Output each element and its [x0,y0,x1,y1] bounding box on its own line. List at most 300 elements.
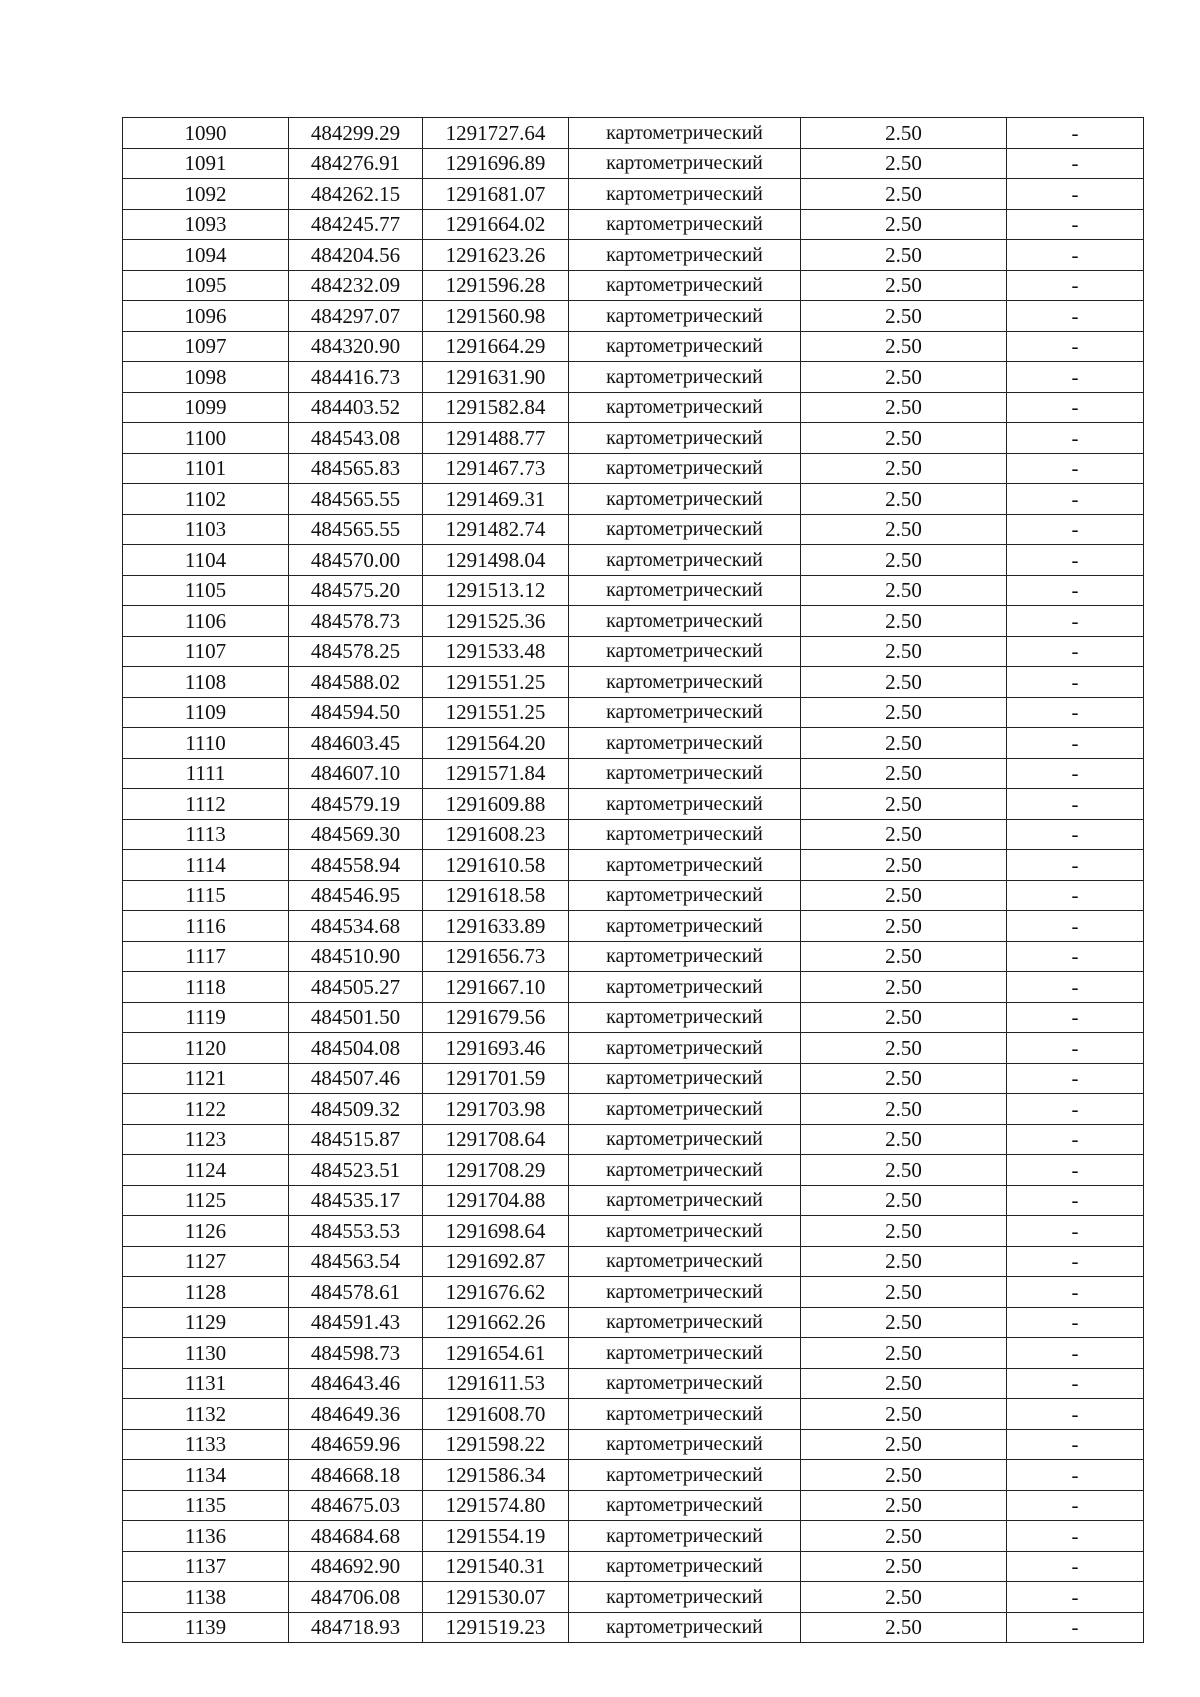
accuracy-cell: 2.50 [801,1429,1007,1460]
accuracy-cell: 2.50 [801,209,1007,240]
method-cell: картометрический [569,1033,801,1064]
accuracy-cell: 2.50 [801,118,1007,149]
description-cell: - [1007,1155,1144,1186]
accuracy-cell: 2.50 [801,362,1007,393]
point-number-cell: 1119 [123,1002,289,1033]
coordinates-table [122,117,1144,1643]
table-row [123,301,1144,332]
method-cell: картометрический [569,636,801,667]
x-coordinate-cell: 484565.55 [289,484,423,515]
description-cell: - [1007,240,1144,271]
x-coordinate-cell: 484643.46 [289,1368,423,1399]
description-cell: - [1007,636,1144,667]
x-coordinate-cell: 484262.15 [289,179,423,210]
point-number-cell: 1105 [123,575,289,606]
description-cell: - [1007,667,1144,698]
x-coordinate-cell: 484245.77 [289,209,423,240]
accuracy-cell: 2.50 [801,179,1007,210]
method-cell: картометрический [569,880,801,911]
point-number-cell: 1090 [123,118,289,149]
point-number-cell: 1138 [123,1582,289,1613]
table-row [123,1307,1144,1338]
description-cell: - [1007,789,1144,820]
description-cell: - [1007,1063,1144,1094]
table-row [123,1490,1144,1521]
point-number-cell: 1095 [123,270,289,301]
description-cell: - [1007,1002,1144,1033]
method-cell: картометрический [569,819,801,850]
method-cell: картометрический [569,209,801,240]
description-cell: - [1007,1216,1144,1247]
x-coordinate-cell: 484534.68 [289,911,423,942]
method-cell: картометрический [569,1338,801,1369]
description-cell: - [1007,1582,1144,1613]
accuracy-cell: 2.50 [801,1063,1007,1094]
y-coordinate-cell: 1291596.28 [423,270,569,301]
accuracy-cell: 2.50 [801,1307,1007,1338]
table-row [123,941,1144,972]
table-row [123,209,1144,240]
table-row [123,1002,1144,1033]
point-number-cell: 1127 [123,1246,289,1277]
description-cell: - [1007,819,1144,850]
method-cell: картометрический [569,1124,801,1155]
x-coordinate-cell: 484649.36 [289,1399,423,1430]
description-cell: - [1007,545,1144,576]
y-coordinate-cell: 1291623.26 [423,240,569,271]
table-row [123,1368,1144,1399]
y-coordinate-cell: 1291679.56 [423,1002,569,1033]
method-cell: картометрический [569,423,801,454]
table-row [123,1277,1144,1308]
table-row [123,392,1144,423]
table-row [123,697,1144,728]
accuracy-cell: 2.50 [801,697,1007,728]
x-coordinate-cell: 484692.90 [289,1551,423,1582]
method-cell: картометрический [569,1368,801,1399]
method-cell: картометрический [569,758,801,789]
method-cell: картометрический [569,1551,801,1582]
method-cell: картометрический [569,941,801,972]
accuracy-cell: 2.50 [801,1033,1007,1064]
method-cell: картометрический [569,362,801,393]
accuracy-cell: 2.50 [801,1124,1007,1155]
point-number-cell: 1131 [123,1368,289,1399]
description-cell: - [1007,118,1144,149]
method-cell: картометрический [569,1216,801,1247]
x-coordinate-cell: 484504.08 [289,1033,423,1064]
point-number-cell: 1099 [123,392,289,423]
description-cell: - [1007,392,1144,423]
method-cell: картометрический [569,392,801,423]
description-cell: - [1007,453,1144,484]
table-row [123,484,1144,515]
accuracy-cell: 2.50 [801,1490,1007,1521]
x-coordinate-cell: 484579.19 [289,789,423,820]
table-row [123,1246,1144,1277]
y-coordinate-cell: 1291519.23 [423,1612,569,1643]
y-coordinate-cell: 1291469.31 [423,484,569,515]
x-coordinate-cell: 484594.50 [289,697,423,728]
table-row [123,331,1144,362]
y-coordinate-cell: 1291656.73 [423,941,569,972]
y-coordinate-cell: 1291551.25 [423,667,569,698]
x-coordinate-cell: 484575.20 [289,575,423,606]
y-coordinate-cell: 1291554.19 [423,1521,569,1552]
method-cell: картометрический [569,1612,801,1643]
accuracy-cell: 2.50 [801,1338,1007,1369]
accuracy-cell: 2.50 [801,1094,1007,1125]
x-coordinate-cell: 484558.94 [289,850,423,881]
table-row [123,240,1144,271]
method-cell: картометрический [569,667,801,698]
accuracy-cell: 2.50 [801,1277,1007,1308]
y-coordinate-cell: 1291608.70 [423,1399,569,1430]
method-cell: картометрический [569,575,801,606]
point-number-cell: 1098 [123,362,289,393]
description-cell: - [1007,362,1144,393]
accuracy-cell: 2.50 [801,1582,1007,1613]
x-coordinate-cell: 484569.30 [289,819,423,850]
y-coordinate-cell: 1291727.64 [423,118,569,149]
x-coordinate-cell: 484706.08 [289,1582,423,1613]
table-row [123,514,1144,545]
point-number-cell: 1122 [123,1094,289,1125]
x-coordinate-cell: 484297.07 [289,301,423,332]
method-cell: картометрический [569,453,801,484]
method-cell: картометрический [569,179,801,210]
method-cell: картометрический [569,484,801,515]
table-row [123,148,1144,179]
accuracy-cell: 2.50 [801,1002,1007,1033]
point-number-cell: 1115 [123,880,289,911]
description-cell: - [1007,148,1144,179]
x-coordinate-cell: 484510.90 [289,941,423,972]
description-cell: - [1007,1124,1144,1155]
point-number-cell: 1135 [123,1490,289,1521]
y-coordinate-cell: 1291681.07 [423,179,569,210]
x-coordinate-cell: 484276.91 [289,148,423,179]
table-row [123,1429,1144,1460]
description-cell: - [1007,911,1144,942]
method-cell: картометрический [569,270,801,301]
description-cell: - [1007,1460,1144,1491]
table-row [123,1124,1144,1155]
point-number-cell: 1092 [123,179,289,210]
table-row [123,606,1144,637]
accuracy-cell: 2.50 [801,148,1007,179]
accuracy-cell: 2.50 [801,758,1007,789]
point-number-cell: 1123 [123,1124,289,1155]
description-cell: - [1007,758,1144,789]
x-coordinate-cell: 484718.93 [289,1612,423,1643]
x-coordinate-cell: 484535.17 [289,1185,423,1216]
x-coordinate-cell: 484603.45 [289,728,423,759]
x-coordinate-cell: 484675.03 [289,1490,423,1521]
method-cell: картометрический [569,1246,801,1277]
y-coordinate-cell: 1291525.36 [423,606,569,637]
method-cell: картометрический [569,972,801,1003]
description-cell: - [1007,850,1144,881]
table-row [123,667,1144,698]
description-cell: - [1007,575,1144,606]
point-number-cell: 1121 [123,1063,289,1094]
y-coordinate-cell: 1291633.89 [423,911,569,942]
table-row [123,179,1144,210]
accuracy-cell: 2.50 [801,392,1007,423]
description-cell: - [1007,697,1144,728]
y-coordinate-cell: 1291610.58 [423,850,569,881]
accuracy-cell: 2.50 [801,667,1007,698]
table-row [123,575,1144,606]
y-coordinate-cell: 1291708.64 [423,1124,569,1155]
method-cell: картометрический [569,1155,801,1186]
y-coordinate-cell: 1291574.80 [423,1490,569,1521]
description-cell: - [1007,1399,1144,1430]
point-number-cell: 1094 [123,240,289,271]
point-number-cell: 1093 [123,209,289,240]
point-number-cell: 1118 [123,972,289,1003]
point-number-cell: 1100 [123,423,289,454]
table-row [123,1338,1144,1369]
x-coordinate-cell: 484232.09 [289,270,423,301]
accuracy-cell: 2.50 [801,728,1007,759]
y-coordinate-cell: 1291664.02 [423,209,569,240]
table-row [123,1582,1144,1613]
y-coordinate-cell: 1291708.29 [423,1155,569,1186]
method-cell: картометрический [569,911,801,942]
point-number-cell: 1112 [123,789,289,820]
y-coordinate-cell: 1291488.77 [423,423,569,454]
table-row [123,1399,1144,1430]
x-coordinate-cell: 484509.32 [289,1094,423,1125]
method-cell: картометрический [569,1490,801,1521]
description-cell: - [1007,1094,1144,1125]
x-coordinate-cell: 484553.53 [289,1216,423,1247]
description-cell: - [1007,1368,1144,1399]
method-cell: картометрический [569,1399,801,1430]
method-cell: картометрический [569,606,801,637]
description-cell: - [1007,301,1144,332]
description-cell: - [1007,1429,1144,1460]
accuracy-cell: 2.50 [801,240,1007,271]
method-cell: картометрический [569,514,801,545]
point-number-cell: 1103 [123,514,289,545]
description-cell: - [1007,1338,1144,1369]
point-number-cell: 1111 [123,758,289,789]
table-row [123,423,1144,454]
description-cell: - [1007,484,1144,515]
x-coordinate-cell: 484607.10 [289,758,423,789]
x-coordinate-cell: 484668.18 [289,1460,423,1491]
x-coordinate-cell: 484299.29 [289,118,423,149]
x-coordinate-cell: 484598.73 [289,1338,423,1369]
point-number-cell: 1120 [123,1033,289,1064]
method-cell: картометрический [569,850,801,881]
point-number-cell: 1102 [123,484,289,515]
table-row [123,728,1144,759]
table-row [123,819,1144,850]
point-number-cell: 1125 [123,1185,289,1216]
table-row [123,1063,1144,1094]
method-cell: картометрический [569,1521,801,1552]
point-number-cell: 1097 [123,331,289,362]
y-coordinate-cell: 1291533.48 [423,636,569,667]
x-coordinate-cell: 484416.73 [289,362,423,393]
accuracy-cell: 2.50 [801,606,1007,637]
y-coordinate-cell: 1291703.98 [423,1094,569,1125]
table-row [123,270,1144,301]
y-coordinate-cell: 1291560.98 [423,301,569,332]
accuracy-cell: 2.50 [801,575,1007,606]
point-number-cell: 1126 [123,1216,289,1247]
accuracy-cell: 2.50 [801,636,1007,667]
method-cell: картометрический [569,118,801,149]
table-row [123,1155,1144,1186]
table-row [123,636,1144,667]
accuracy-cell: 2.50 [801,1155,1007,1186]
table-row [123,789,1144,820]
description-cell: - [1007,270,1144,301]
accuracy-cell: 2.50 [801,484,1007,515]
method-cell: картометрический [569,1429,801,1460]
description-cell: - [1007,1612,1144,1643]
accuracy-cell: 2.50 [801,545,1007,576]
point-number-cell: 1091 [123,148,289,179]
description-cell: - [1007,331,1144,362]
point-number-cell: 1114 [123,850,289,881]
accuracy-cell: 2.50 [801,850,1007,881]
description-cell: - [1007,179,1144,210]
accuracy-cell: 2.50 [801,1368,1007,1399]
description-cell: - [1007,1307,1144,1338]
accuracy-cell: 2.50 [801,789,1007,820]
point-number-cell: 1106 [123,606,289,637]
point-number-cell: 1101 [123,453,289,484]
description-cell: - [1007,1033,1144,1064]
y-coordinate-cell: 1291676.62 [423,1277,569,1308]
accuracy-cell: 2.50 [801,819,1007,850]
method-cell: картометрический [569,545,801,576]
point-number-cell: 1124 [123,1155,289,1186]
accuracy-cell: 2.50 [801,514,1007,545]
description-cell: - [1007,514,1144,545]
accuracy-cell: 2.50 [801,1246,1007,1277]
y-coordinate-cell: 1291693.46 [423,1033,569,1064]
y-coordinate-cell: 1291631.90 [423,362,569,393]
accuracy-cell: 2.50 [801,453,1007,484]
accuracy-cell: 2.50 [801,911,1007,942]
accuracy-cell: 2.50 [801,972,1007,1003]
y-coordinate-cell: 1291540.31 [423,1551,569,1582]
description-cell: - [1007,209,1144,240]
x-coordinate-cell: 484659.96 [289,1429,423,1460]
table-row [123,972,1144,1003]
table-row [123,1551,1144,1582]
table-row [123,1033,1144,1064]
table-row [123,118,1144,149]
point-number-cell: 1117 [123,941,289,972]
y-coordinate-cell: 1291498.04 [423,545,569,576]
method-cell: картометрический [569,1277,801,1308]
method-cell: картометрический [569,1063,801,1094]
table-row [123,362,1144,393]
method-cell: картометрический [569,1094,801,1125]
point-number-cell: 1108 [123,667,289,698]
y-coordinate-cell: 1291513.12 [423,575,569,606]
y-coordinate-cell: 1291608.23 [423,819,569,850]
description-cell: - [1007,1277,1144,1308]
description-cell: - [1007,1490,1144,1521]
table-row [123,1612,1144,1643]
point-number-cell: 1132 [123,1399,289,1430]
point-number-cell: 1134 [123,1460,289,1491]
point-number-cell: 1129 [123,1307,289,1338]
x-coordinate-cell: 484565.83 [289,453,423,484]
point-number-cell: 1096 [123,301,289,332]
x-coordinate-cell: 484684.68 [289,1521,423,1552]
method-cell: картометрический [569,1185,801,1216]
description-cell: - [1007,941,1144,972]
method-cell: картометрический [569,1002,801,1033]
method-cell: картометрический [569,301,801,332]
y-coordinate-cell: 1291664.29 [423,331,569,362]
point-number-cell: 1128 [123,1277,289,1308]
accuracy-cell: 2.50 [801,880,1007,911]
y-coordinate-cell: 1291598.22 [423,1429,569,1460]
point-number-cell: 1109 [123,697,289,728]
table-row [123,1094,1144,1125]
y-coordinate-cell: 1291482.74 [423,514,569,545]
method-cell: картометрический [569,148,801,179]
description-cell: - [1007,423,1144,454]
point-number-cell: 1110 [123,728,289,759]
point-number-cell: 1113 [123,819,289,850]
accuracy-cell: 2.50 [801,270,1007,301]
y-coordinate-cell: 1291611.53 [423,1368,569,1399]
table-row [123,758,1144,789]
x-coordinate-cell: 484501.50 [289,1002,423,1033]
point-number-cell: 1107 [123,636,289,667]
y-coordinate-cell: 1291701.59 [423,1063,569,1094]
point-number-cell: 1116 [123,911,289,942]
y-coordinate-cell: 1291662.26 [423,1307,569,1338]
coordinates-table-body [123,118,1144,1643]
description-cell: - [1007,880,1144,911]
description-cell: - [1007,1246,1144,1277]
x-coordinate-cell: 484204.56 [289,240,423,271]
x-coordinate-cell: 484543.08 [289,423,423,454]
accuracy-cell: 2.50 [801,1521,1007,1552]
point-number-cell: 1139 [123,1612,289,1643]
table-row [123,1216,1144,1247]
point-number-cell: 1136 [123,1521,289,1552]
y-coordinate-cell: 1291551.25 [423,697,569,728]
x-coordinate-cell: 484523.51 [289,1155,423,1186]
x-coordinate-cell: 484403.52 [289,392,423,423]
y-coordinate-cell: 1291582.84 [423,392,569,423]
table-row [123,453,1144,484]
y-coordinate-cell: 1291692.87 [423,1246,569,1277]
table-row [123,880,1144,911]
method-cell: картометрический [569,1582,801,1613]
accuracy-cell: 2.50 [801,1551,1007,1582]
x-coordinate-cell: 484578.61 [289,1277,423,1308]
point-number-cell: 1130 [123,1338,289,1369]
method-cell: картометрический [569,728,801,759]
x-coordinate-cell: 484565.55 [289,514,423,545]
table-row [123,1460,1144,1491]
